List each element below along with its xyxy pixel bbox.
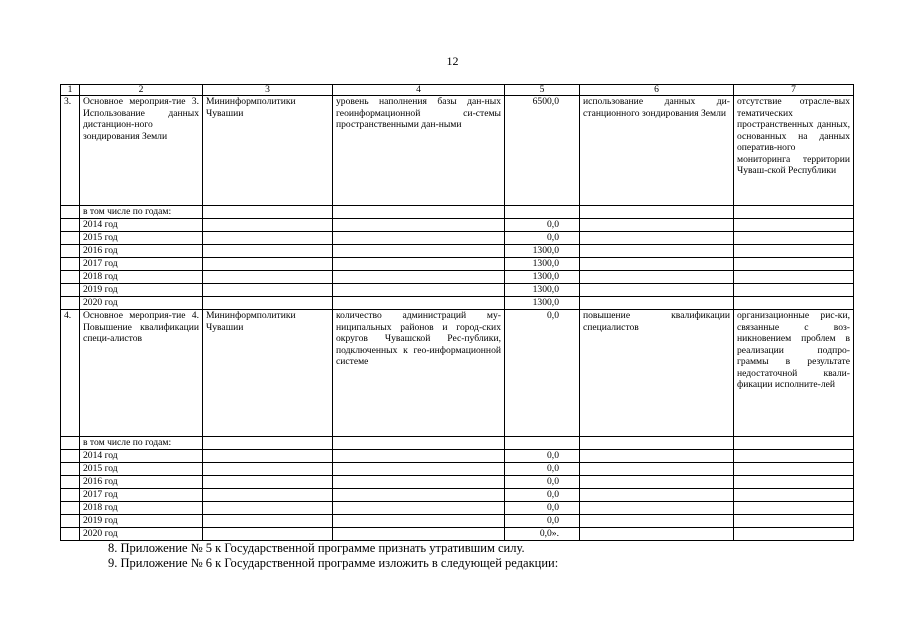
empty-cell: [734, 245, 854, 258]
year-row: [61, 271, 854, 284]
year-label: 2020 год: [80, 297, 203, 310]
empty-cell: [734, 232, 854, 245]
empty-cell: [580, 258, 734, 271]
year-row: [61, 245, 854, 258]
by-years-label: в том числе по годам:: [80, 206, 203, 219]
result-cell: повышение квалификации специалистов: [580, 310, 734, 437]
empty-cell: [580, 297, 734, 310]
empty-cell: [580, 271, 734, 284]
year-amount: 0,0: [505, 219, 580, 232]
empty-cell: [203, 271, 333, 284]
empty-cell: [61, 219, 80, 232]
year-amount: 0,0: [505, 463, 580, 476]
empty-cell: [333, 450, 505, 463]
empty-cell: [580, 245, 734, 258]
empty-cell: [580, 206, 734, 219]
empty-cell: [333, 463, 505, 476]
empty-cell: [203, 489, 333, 502]
empty-cell: [61, 232, 80, 245]
year-row: [61, 297, 854, 310]
empty-cell: [61, 502, 80, 515]
empty-cell: [734, 489, 854, 502]
empty-cell: [61, 437, 80, 450]
measure-number: 3.: [61, 96, 80, 206]
column-number: 6: [580, 85, 734, 96]
indicator-cell: количество администраций му-ниципальных районов и город-ских округов Чувашской Рес-публики, подключенных к гео-информационной системе: [333, 310, 505, 437]
empty-cell: [333, 245, 505, 258]
empty-cell: [734, 437, 854, 450]
year-amount: 0,0: [505, 232, 580, 245]
empty-cell: [61, 297, 80, 310]
empty-cell: [333, 528, 505, 541]
empty-cell: [203, 528, 333, 541]
empty-cell: [333, 219, 505, 232]
empty-cell: [61, 271, 80, 284]
empty-cell: [61, 528, 80, 541]
empty-cell: [61, 206, 80, 219]
year-label: 2016 год: [80, 476, 203, 489]
empty-cell: [734, 258, 854, 271]
year-row: [61, 489, 854, 502]
column-number: 5: [505, 85, 580, 96]
empty-cell: [734, 528, 854, 541]
empty-cell: [333, 232, 505, 245]
column-number: 3: [203, 85, 333, 96]
indicator-cell: уровень наполнения базы дан-ных геоинформационной си-стемы пространственными дан-ными: [333, 96, 505, 206]
empty-cell: [580, 450, 734, 463]
year-row: [61, 528, 854, 541]
empty-cell: [580, 463, 734, 476]
column-number-row: [61, 85, 854, 96]
empty-cell: [580, 489, 734, 502]
measure-number: 4.: [61, 310, 80, 437]
by-years-row: [61, 437, 854, 450]
empty-cell: [203, 463, 333, 476]
year-amount: 1300,0: [505, 245, 580, 258]
empty-cell: [333, 515, 505, 528]
year-label: 2017 год: [80, 489, 203, 502]
year-row: [61, 502, 854, 515]
empty-cell: [333, 489, 505, 502]
empty-cell: [333, 502, 505, 515]
empty-cell: [734, 450, 854, 463]
year-amount: 0,0».: [505, 528, 580, 541]
paragraph-item-9: 9. Приложение № 6 к Государственной программе изложить в следующей редакции:: [108, 556, 559, 570]
by-years-label: в том числе по годам:: [80, 437, 203, 450]
year-label: 2014 год: [80, 219, 203, 232]
empty-cell: [580, 284, 734, 297]
year-row: [61, 450, 854, 463]
empty-cell: [505, 437, 580, 450]
empty-cell: [203, 219, 333, 232]
column-number: 1: [61, 85, 80, 96]
year-row: [61, 463, 854, 476]
empty-cell: [61, 463, 80, 476]
empty-cell: [333, 271, 505, 284]
empty-cell: [203, 515, 333, 528]
empty-cell: [203, 206, 333, 219]
empty-cell: [505, 206, 580, 219]
empty-cell: [333, 258, 505, 271]
year-label: 2019 год: [80, 284, 203, 297]
year-label: 2019 год: [80, 515, 203, 528]
year-amount: 0,0: [505, 450, 580, 463]
year-label: 2018 год: [80, 271, 203, 284]
empty-cell: [203, 437, 333, 450]
empty-cell: [333, 437, 505, 450]
year-label: 2015 год: [80, 232, 203, 245]
year-amount: 0,0: [505, 476, 580, 489]
empty-cell: [203, 258, 333, 271]
year-label: 2015 год: [80, 463, 203, 476]
year-amount: 1300,0: [505, 297, 580, 310]
year-amount: 1300,0: [505, 284, 580, 297]
empty-cell: [61, 489, 80, 502]
empty-cell: [734, 476, 854, 489]
program-table: [60, 84, 854, 541]
empty-cell: [580, 502, 734, 515]
empty-cell: [61, 450, 80, 463]
year-amount: 1300,0: [505, 271, 580, 284]
year-row: [61, 232, 854, 245]
year-label: 2016 год: [80, 245, 203, 258]
year-label: 2018 год: [80, 502, 203, 515]
empty-cell: [203, 284, 333, 297]
year-row: [61, 476, 854, 489]
result-cell: использование данных ди-станционного зондирования Земли: [580, 96, 734, 206]
year-amount: 0,0: [505, 489, 580, 502]
risk-cell: организационные рис-ки, связанные с воз-никновением проблем в реализации подпро-граммы в результате недостаточной квали-фикации исполните-лей: [734, 310, 854, 437]
empty-cell: [734, 206, 854, 219]
page-number: 12: [446, 54, 459, 68]
year-row: [61, 219, 854, 232]
column-number: 7: [734, 85, 854, 96]
year-label: 2017 год: [80, 258, 203, 271]
empty-cell: [61, 245, 80, 258]
empty-cell: [203, 476, 333, 489]
empty-cell: [734, 219, 854, 232]
empty-cell: [580, 437, 734, 450]
empty-cell: [61, 515, 80, 528]
empty-cell: [580, 219, 734, 232]
empty-cell: [61, 476, 80, 489]
paragraph-item-8: 8. Приложение № 5 к Государственной программе признать утратившим силу.: [108, 541, 525, 555]
column-number: 4: [333, 85, 505, 96]
measure-row: [61, 96, 854, 206]
empty-cell: [734, 463, 854, 476]
year-amount: 0,0: [505, 502, 580, 515]
empty-cell: [333, 297, 505, 310]
risk-cell: отсутствие отрасле-вых тематических пространственных данных, основанных на данных оператив-ного мониторинга территории Чуваш-ской Республики: [734, 96, 854, 206]
empty-cell: [734, 271, 854, 284]
empty-cell: [203, 245, 333, 258]
empty-cell: [203, 502, 333, 515]
amount-cell: 6500,0: [505, 96, 580, 206]
executor-cell: Мининформполитики Чувашии: [203, 310, 333, 437]
year-amount: 1300,0: [505, 258, 580, 271]
year-amount: 0,0: [505, 515, 580, 528]
table-body: [61, 85, 854, 541]
empty-cell: [734, 297, 854, 310]
year-label: 2014 год: [80, 450, 203, 463]
empty-cell: [61, 258, 80, 271]
empty-cell: [203, 297, 333, 310]
year-row: [61, 515, 854, 528]
empty-cell: [580, 528, 734, 541]
empty-cell: [734, 515, 854, 528]
empty-cell: [61, 284, 80, 297]
empty-cell: [333, 206, 505, 219]
empty-cell: [203, 232, 333, 245]
measure-row: [61, 310, 854, 437]
empty-cell: [580, 515, 734, 528]
empty-cell: [734, 502, 854, 515]
empty-cell: [333, 284, 505, 297]
year-row: [61, 284, 854, 297]
empty-cell: [580, 476, 734, 489]
measure-name: Основное мероприя-тие 3. Использование данных дистанцион-ного зондирования Земли: [80, 96, 203, 206]
executor-cell: Мининформполитики Чувашии: [203, 96, 333, 206]
by-years-row: [61, 206, 854, 219]
empty-cell: [333, 476, 505, 489]
empty-cell: [580, 232, 734, 245]
year-label: 2020 год: [80, 528, 203, 541]
year-row: [61, 258, 854, 271]
empty-cell: [734, 284, 854, 297]
empty-cell: [203, 450, 333, 463]
amount-cell: 0,0: [505, 310, 580, 437]
column-number: 2: [80, 85, 203, 96]
measure-name: Основное мероприя-тие 4. Повышение квалификации специ-алистов: [80, 310, 203, 437]
